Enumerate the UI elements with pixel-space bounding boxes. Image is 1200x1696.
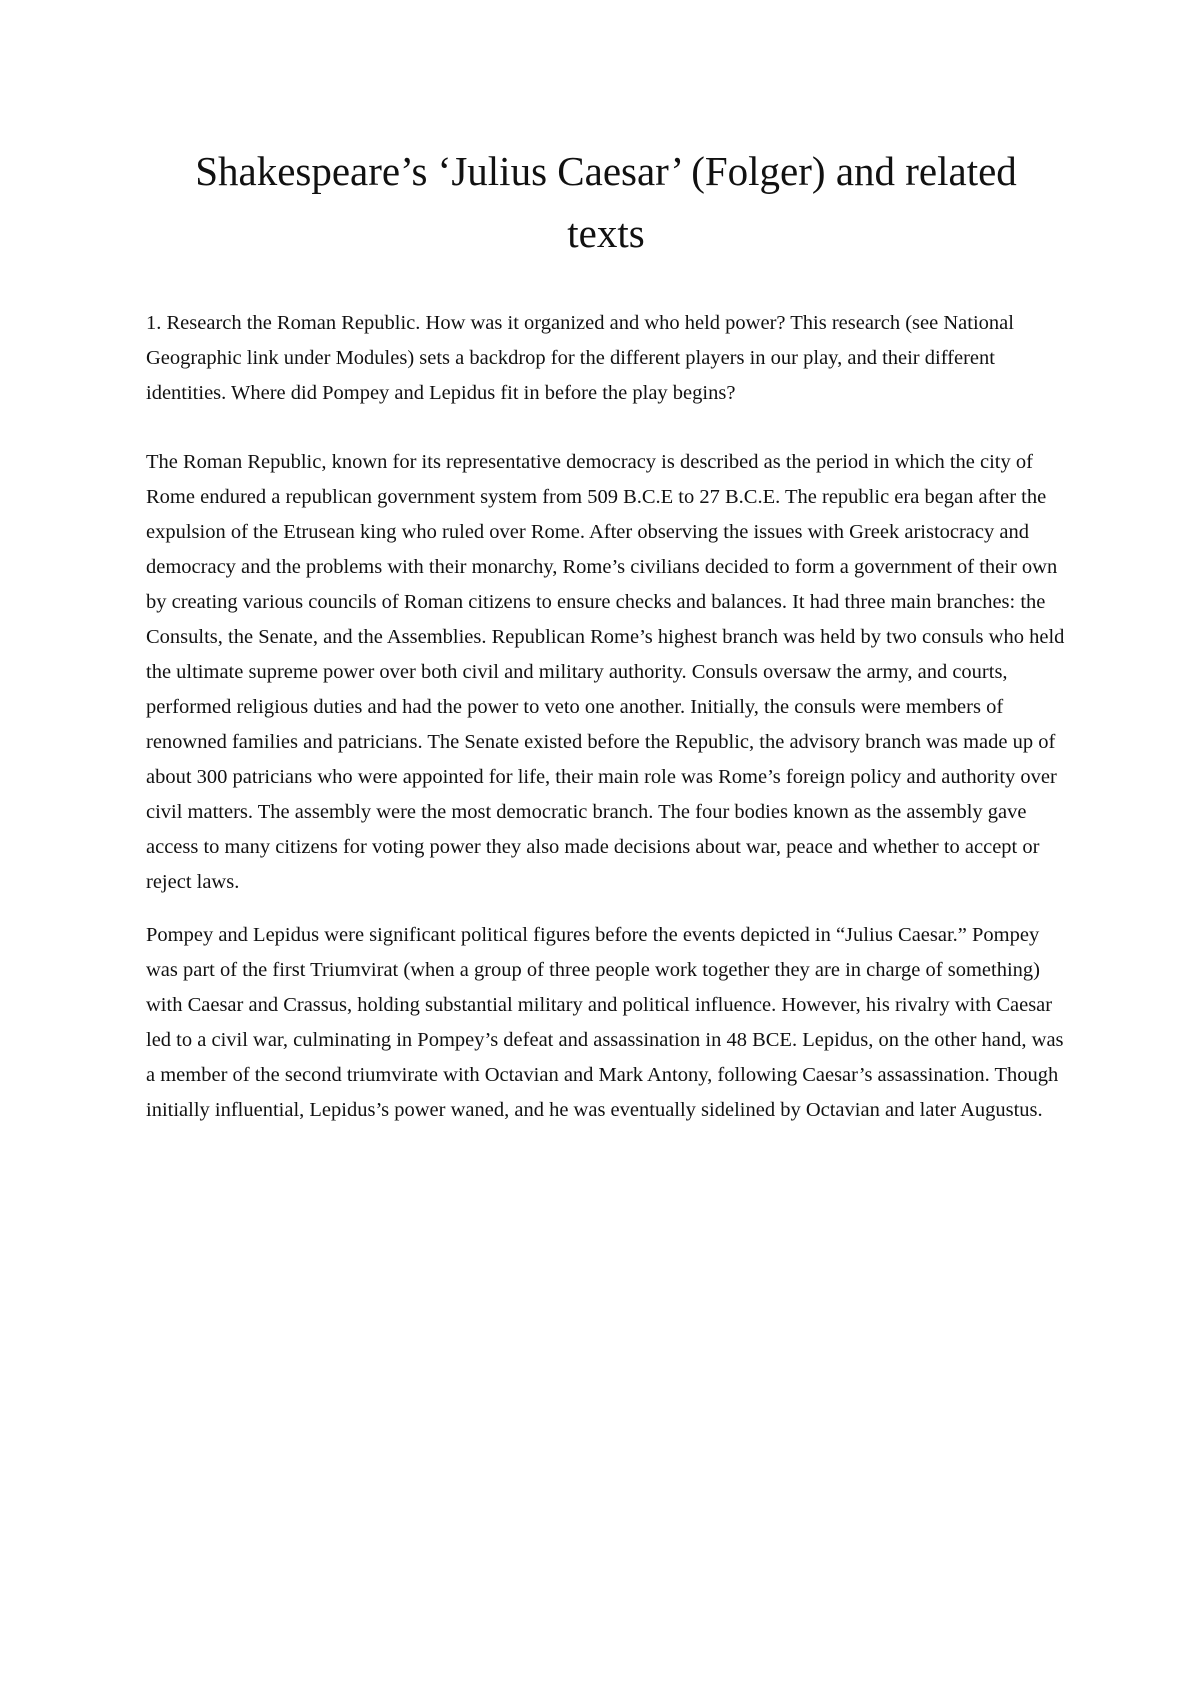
answer-paragraph-roman-republic: The Roman Republic, known for its representative democracy is described as the period in which the city of Rome endured a republican government system from 509 B.C.E to 27 B.C.E. The republic era began after the expulsion of the Etrusean king who ruled over Rome. After observing the issues with Greek aristocracy and democracy and the problems with their monarchy, Rome’s civilians decided to form a government of their own by creating various councils of Roman citizens to ensure checks and balances. It had three main branches: the Consults, the Senate, and the Assemblies. Republican Rome’s highest branch was held by two consuls who held the ultimate supreme power over both civil and military authority. Consuls oversaw the army, and courts, performed religious duties and had the power to veto one another. Initially, the consuls were members of renowned families and patricians. The Senate existed before the Republic, the advisory branch was made up of about 300 patricians who were appointed for life, their main role was Rome’s foreign policy and authority over civil matters. The assembly were the most democratic branch. The four bodies known as the assembly gave access to many citizens for voting power they also made decisions about war, peace and whether to accept or reject laws. <box>146 451 1065 893</box>
document-body <box>146 140 1066 1128</box>
question-text: 1. Research the Roman Republic. How was it organized and who held power? This research (see National Geographic link under Modules) sets a backdrop for the different players in our play, and their different identities. Where did Pompey and Lepidus fit in before the play begins? <box>146 312 1014 404</box>
answer-paragraph-pompey-lepidus: Pompey and Lepidus were significant political figures before the events depicted in “Julius Caesar.” Pompey was part of the first Triumvirat (when a group of three people work together they are in charge of something) with Caesar and Crassus, holding substantial military and political influence. However, his rivalry with Caesar led to a civil war, culminating in Pompey’s defeat and assassination in 48 BCE. Lepidus, on the other hand, was a member of the second triumvirate with Octavian and Mark Antony, following Caesar’s assassination. Though initially influential, Lepidus’s power waned, and he was eventually sidelined by Octavian and later Augustus. <box>146 924 1064 1121</box>
document-title: Shakespeare’s ‘Julius Caesar’ (Folger) and related texts <box>195 148 1017 256</box>
